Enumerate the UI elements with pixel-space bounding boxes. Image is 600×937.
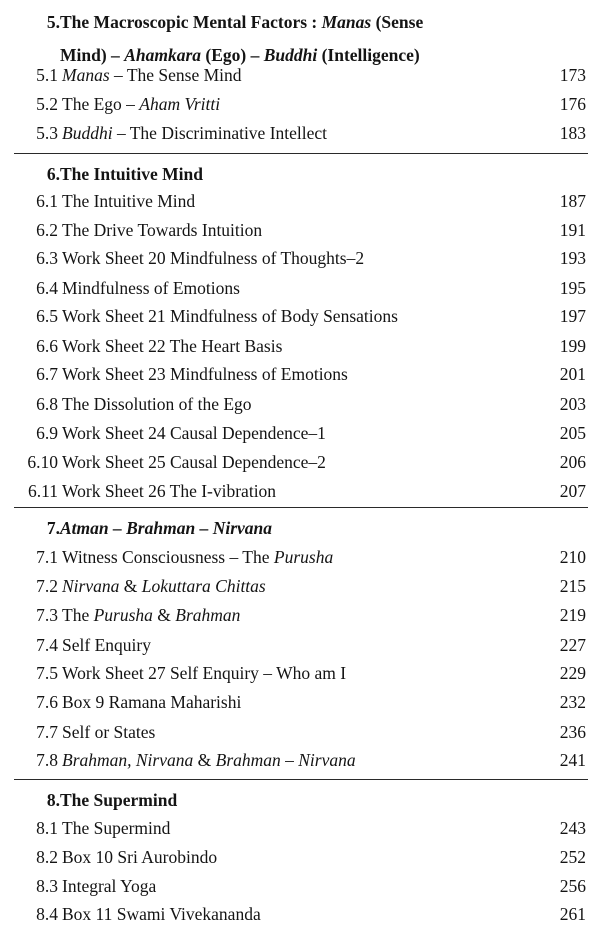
entry-title [62,746,356,774]
entry-page-number: 256 [559,876,586,896]
entry-number: 7.8 [36,750,58,770]
title-run: (Sense [371,12,424,32]
title-run: Purusha [93,605,153,625]
toc-entry [0,872,600,900]
toc-entry [0,244,600,272]
title-run: – The Discriminative Intellect [112,123,328,143]
title-run: Manas [321,12,372,32]
title-run: Purusha [273,547,334,567]
entry-title [62,448,326,476]
entry-number: 6.2 [36,220,58,240]
section-heading [0,514,600,542]
entry-page-number: 215 [559,576,586,596]
title-run: Self Enquiry [62,635,151,655]
toc-entry [0,332,600,360]
entry-page-number: 241 [559,750,586,770]
title-run: Mind) – [60,45,125,65]
title-run: The Intuitive Mind [60,164,203,184]
entry-title [62,419,326,447]
title-run: Work Sheet 24 Causal Dependence–1 [62,423,326,443]
entry-title [62,390,252,418]
entry-title [62,900,261,928]
entry-page-number: 207 [559,481,586,501]
title-run: Lokuttara Chittas [141,576,266,596]
section-divider [14,779,588,780]
entry-page-number: 206 [559,452,586,472]
title-run: Ahamkara [124,45,202,65]
entry-title [62,572,266,600]
entry-title [62,477,276,505]
title-run: Manas [62,65,110,85]
title-run: Brahman, Nirvana [62,750,194,770]
title-run: The [62,605,94,625]
title-run: & [119,576,142,596]
title-run: Nirvana [62,576,120,596]
title-run: (Ego) – [201,45,264,65]
entry-title [62,332,282,360]
entry-number: 7.6 [36,692,58,712]
toc-entry [0,61,600,89]
entry-number: 8.4 [36,904,58,924]
title-run: The Intuitive Mind [62,191,196,211]
entry-page-number: 183 [559,123,586,143]
entry-title [62,90,220,118]
title-run: Work Sheet 22 The Heart Basis [62,336,283,356]
title-run: Work Sheet 26 The I-vibration [62,481,277,501]
entry-page-number: 261 [559,904,586,924]
title-run: Box 10 Sri Aurobindo [62,847,218,867]
section-heading [0,8,600,36]
toc-entry [0,543,600,571]
title-run: Box 9 Ramana Maharishi [62,692,242,712]
title-run: The Supermind [60,790,178,810]
entry-number: 7.2 [36,576,58,596]
title-run: Work Sheet 21 Mindfulness of Body Sensations [62,306,398,326]
section-number: 5. [46,12,60,32]
toc-entry [0,90,600,118]
title-run: The Ego – [62,94,140,114]
entry-number: 7.5 [36,663,58,683]
title-run: Brahman [175,605,241,625]
entry-page-number: 252 [559,847,586,867]
entry-number: 7.4 [36,635,58,655]
section-divider [14,507,588,508]
section-heading [0,160,600,188]
title-run: – The Sense Mind [109,65,242,85]
title-run: Work Sheet 27 Self Enquiry – Who am I [62,663,347,683]
title-run: & [152,605,176,625]
entry-page-number: 203 [559,394,586,414]
entry-number: 6.6 [36,336,58,356]
title-run: Buddhi [62,123,113,143]
entry-number: 6.11 [28,481,58,501]
toc-entry [0,601,600,629]
title-run: Self or States [62,722,156,742]
title-run: Integral Yoga [62,876,157,896]
section-heading [0,786,600,814]
entry-page-number: 173 [559,65,586,85]
entry-title [62,631,151,659]
entry-number: 6.5 [36,306,58,326]
entry-page-number: 210 [559,547,586,567]
section-title [60,160,203,188]
entry-number: 8.3 [36,876,58,896]
section-divider [14,153,588,154]
toc-entry [0,187,600,215]
title-run: The Supermind [62,818,171,838]
entry-number: 6.1 [36,191,58,211]
entry-page-number: 227 [559,635,586,655]
entry-title [62,216,262,244]
entry-page-number: 201 [559,364,586,384]
toc-entry [0,119,600,147]
entry-title [62,601,240,629]
section-title [60,8,423,36]
toc-entry [0,302,600,330]
entry-page-number: 191 [559,220,586,240]
section-number: 7. [46,518,60,538]
entry-number: 6.7 [36,364,58,384]
entry-number: 7.3 [36,605,58,625]
entry-page-number: 243 [559,818,586,838]
toc-entry [0,746,600,774]
toc-entry [0,814,600,842]
entry-number: 8.2 [36,847,58,867]
toc-entry [0,659,600,687]
entry-number: 6.10 [27,452,58,472]
toc-entry [0,843,600,871]
entry-title [62,814,170,842]
toc-entry [0,572,600,600]
title-run: Aham Vritti [139,94,221,114]
entry-title [62,274,240,302]
section-title [60,514,272,542]
title-run: Mindfulness of Emotions [62,278,240,298]
entry-title [62,244,364,272]
entry-number: 5.1 [36,65,58,85]
section-title [60,786,177,814]
title-run: Work Sheet 20 Mindfulness of Thoughts–2 [62,248,365,268]
entry-number: 5.2 [36,94,58,114]
entry-number: 8.1 [36,818,58,838]
title-run: (Intelligence) [317,45,420,65]
entry-page-number: 219 [559,605,586,625]
entry-title [62,187,195,215]
title-run: Box 11 Swami Vivekananda [62,904,261,924]
entry-title [62,718,155,746]
entry-title [62,543,333,571]
entry-page-number: 232 [559,692,586,712]
title-run: The Macroscopic Mental Factors : [60,12,322,32]
toc-entry [0,718,600,746]
entry-number: 6.8 [36,394,58,414]
entry-page-number: 193 [559,248,586,268]
toc-entry [0,448,600,476]
toc-entry [0,390,600,418]
toc-entry [0,900,600,928]
entry-number: 6.3 [36,248,58,268]
title-run: The Dissolution of the Ego [62,394,252,414]
entry-title [62,302,398,330]
entry-title [62,360,348,388]
entry-title [62,872,156,900]
entry-title [62,61,242,89]
toc-entry [0,216,600,244]
entry-number: 7.7 [36,722,58,742]
entry-page-number: 236 [559,722,586,742]
title-run: & [193,750,216,770]
toc-entry [0,274,600,302]
entry-number: 6.9 [36,423,58,443]
entry-number: 5.3 [36,123,58,143]
entry-number: 7.1 [36,547,58,567]
title-run: Atman – Brahman – Nirvana [60,518,272,538]
entry-page-number: 195 [559,278,586,298]
entry-title [62,843,217,871]
section-number: 6. [46,164,60,184]
entry-page-number: 229 [559,663,586,683]
title-run: Buddhi [263,45,318,65]
title-run: The Drive Towards Intuition [62,220,263,240]
entry-title [62,688,241,716]
toc-entry [0,688,600,716]
section-number: 8. [46,790,60,810]
title-run: Brahman – Nirvana [215,750,356,770]
toc-entry [0,360,600,388]
entry-page-number: 199 [559,336,586,356]
entry-title [62,119,327,147]
entry-number: 6.4 [36,278,58,298]
toc-entry [0,631,600,659]
entry-page-number: 176 [559,94,586,114]
toc-entry [0,419,600,447]
entry-page-number: 197 [559,306,586,326]
entry-title [62,659,346,687]
entry-page-number: 187 [559,191,586,211]
title-run: Work Sheet 25 Causal Dependence–2 [62,452,326,472]
entry-page-number: 205 [559,423,586,443]
title-run: Work Sheet 23 Mindfulness of Emotions [62,364,348,384]
toc-entry [0,477,600,505]
title-run: Witness Consciousness – The [62,547,274,567]
